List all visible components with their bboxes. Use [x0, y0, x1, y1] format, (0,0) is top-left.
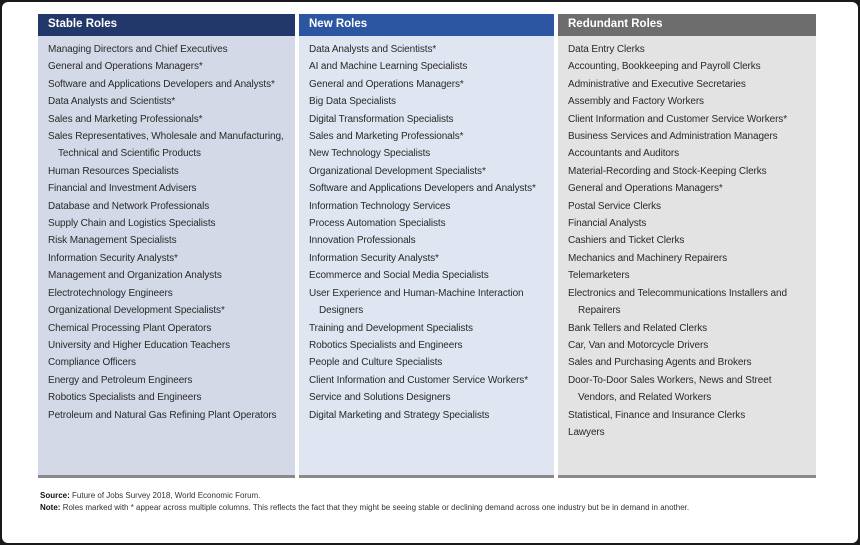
role-item: Business Services and Administration Managers: [568, 131, 778, 143]
role-item: Software and Applications Developers and Analysts*: [309, 183, 536, 195]
role-item: Sales and Marketing Professionals*: [309, 131, 464, 143]
role-item: Client Information and Customer Service Workers*: [568, 113, 787, 125]
stable-roles-header: Stable Roles: [38, 14, 295, 36]
role-item: Door-To-Door Sales Workers, News and Street Vendors, and Related Workers: [568, 374, 772, 404]
role-item: Data Entry Clerks: [568, 44, 645, 55]
role-item: Statistical, Finance and Insurance Clerks: [568, 409, 746, 421]
role-item: Human Resources Specialists: [48, 165, 179, 177]
role-item: Robotics Specialists and Engineers: [48, 392, 202, 404]
role-item: Car, Van and Motorcycle Drivers: [568, 339, 709, 351]
role-item: Ecommerce and Social Media Specialists: [309, 270, 489, 282]
role-item: Postal Service Clerks: [568, 200, 661, 212]
redundant-roles-list: [558, 36, 816, 441]
role-item: Digital Marketing and Strategy Specialists: [309, 409, 490, 421]
role-item: Information Security Analysts*: [48, 252, 178, 264]
role-item: AI and Machine Learning Specialists: [309, 61, 468, 73]
role-item: Accounting, Bookkeeping and Payroll Clerks: [568, 61, 761, 73]
role-item: Training and Development Specialists: [309, 322, 473, 334]
source-label: Source:: [40, 491, 70, 500]
role-item: Material-Recording and Stock-Keeping Clerks: [568, 165, 767, 177]
role-item: Assembly and Factory Workers: [568, 96, 704, 108]
role-item: Management and Organization Analysts: [48, 270, 222, 282]
redundant-roles-header: Redundant Roles: [558, 14, 816, 36]
role-item: Administrative and Executive Secretaries: [568, 78, 746, 90]
roles-table: [38, 14, 816, 478]
role-item: Process Automation Specialists: [309, 218, 446, 230]
source-note: [40, 491, 810, 501]
note-text: Roles marked with * appear across multiple columns. This reflects the fact that they might be seeing stable or declining demand across one industry but be in demand in another.: [62, 503, 690, 512]
role-item: New Technology Specialists: [309, 148, 431, 160]
role-item: Financial Analysts: [568, 218, 647, 230]
role-item: Cashiers and Ticket Clerks: [568, 235, 685, 247]
new-roles-column: [299, 14, 554, 478]
role-item: Organizational Development Specialists*: [309, 165, 486, 177]
role-item: Mechanics and Machinery Repairers: [568, 252, 727, 264]
source-text: Future of Jobs Survey 2018, World Economic Forum.: [72, 491, 261, 500]
role-item: Supply Chain and Logistics Specialists: [48, 218, 216, 230]
role-item: Sales and Purchasing Agents and Brokers: [568, 357, 752, 369]
stable-roles-column: [38, 14, 295, 478]
role-item: University and Higher Education Teachers: [48, 339, 231, 351]
role-item: General and Operations Managers*: [568, 183, 723, 195]
role-item: People and Culture Specialists: [309, 357, 443, 369]
role-item: Robotics Specialists and Engineers: [309, 339, 463, 351]
role-item: Lawyers: [568, 426, 605, 438]
role-item: General and Operations Managers*: [48, 61, 203, 73]
role-item: Innovation Professionals: [309, 235, 416, 247]
role-item: User Experience and Human-Machine Interaction Designers: [309, 287, 524, 317]
role-item: Digital Transformation Specialists: [309, 113, 454, 125]
role-item: Software and Applications Developers and Analysts*: [48, 78, 275, 90]
role-item: Electronics and Telecommunications Installers and Repairers: [568, 287, 787, 317]
role-item: Managing Directors and Chief Executives: [48, 44, 228, 55]
role-item: General and Operations Managers*: [309, 78, 464, 90]
new-roles-header: New Roles: [299, 14, 554, 36]
role-item: Electrotechnology Engineers: [48, 287, 173, 299]
role-item: Information Security Analysts*: [309, 252, 439, 264]
footnotes: [40, 491, 810, 515]
new-roles-list: [299, 36, 554, 424]
role-item: Service and Solutions Designers: [309, 392, 451, 404]
role-item: Accountants and Auditors: [568, 148, 680, 160]
role-item: Data Analysts and Scientists*: [48, 96, 176, 108]
role-item: Financial and Investment Advisers: [48, 183, 197, 195]
role-item: Compliance Officers: [48, 357, 136, 369]
note-text-block: [40, 503, 810, 513]
stable-roles-list: [38, 36, 295, 424]
role-item: Information Technology Services: [309, 200, 451, 212]
role-item: Bank Tellers and Related Clerks: [568, 322, 708, 334]
role-item: Data Analysts and Scientists*: [309, 44, 437, 55]
document-page: [2, 2, 858, 543]
role-item: Petroleum and Natural Gas Refining Plant Operators: [48, 409, 277, 421]
role-item: Energy and Petroleum Engineers: [48, 374, 193, 386]
redundant-roles-column: [558, 14, 816, 478]
role-item: Telemarketers: [568, 270, 630, 282]
role-item: Big Data Specialists: [309, 96, 396, 108]
role-item: Sales Representatives, Wholesale and Manufacturing, Technical and Scientific Products: [48, 131, 284, 160]
role-item: Risk Management Specialists: [48, 235, 177, 247]
role-item: Client Information and Customer Service Workers*: [309, 374, 528, 386]
note-label: Note:: [40, 503, 61, 512]
role-item: Database and Network Professionals: [48, 200, 210, 212]
role-item: Organizational Development Specialists*: [48, 305, 225, 317]
role-item: Sales and Marketing Professionals*: [48, 113, 203, 125]
role-item: Chemical Processing Plant Operators: [48, 322, 212, 334]
